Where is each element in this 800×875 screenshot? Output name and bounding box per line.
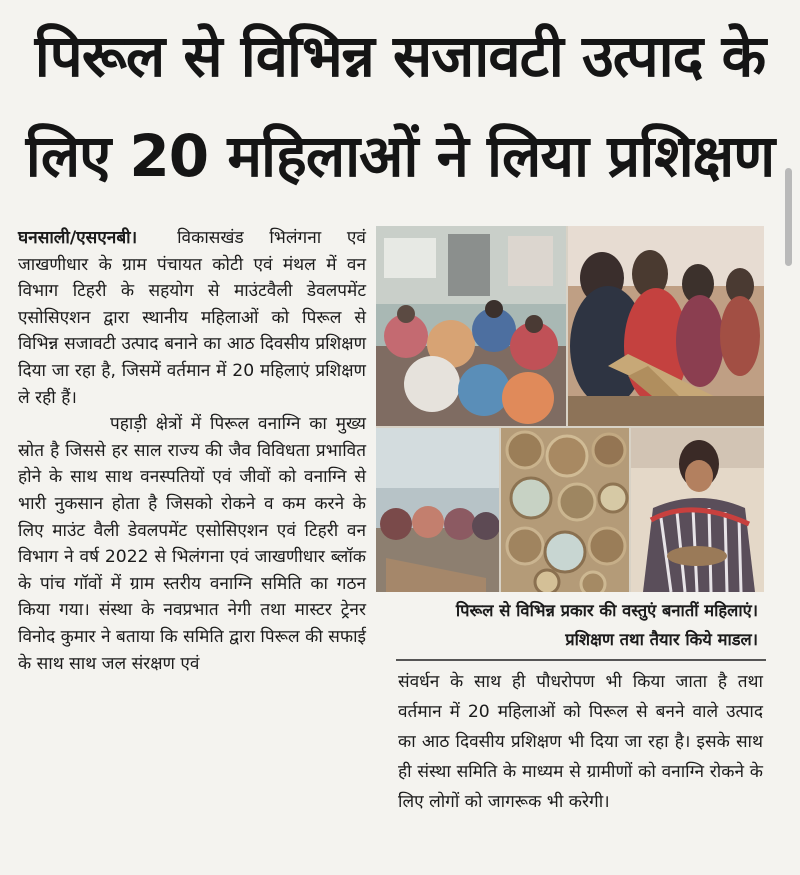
caption-line-1: पिरूल से विभिन्न प्रकार की वस्तुएं बनातीं महिलाएं। bbox=[455, 601, 758, 620]
article-right-column bbox=[398, 667, 763, 817]
woman-crafting-photo bbox=[631, 428, 764, 592]
photo-collage bbox=[376, 226, 764, 592]
article-paragraph-3: संवर्धन के साथ ही पौधरोपण भी किया जाता है तथा वर्तमान में 20 महिलाओं को पिरूल से बनने वाले उत्पाद का आठ दिवसीय प्रशिक्षण भी दिया जा रहा है। इसके साथ ही संस्था समिति के माध्यम से ग्रामीणों को वनाग्नि रोकने के लिए लोगों को जागरूक भी करेगी। bbox=[398, 672, 763, 812]
article-left-column bbox=[18, 225, 366, 677]
caption-line-2: प्रशिक्षण तथा तैयार किये माडल। bbox=[565, 630, 758, 649]
scrollbar[interactable] bbox=[785, 168, 792, 266]
finished-baskets-photo bbox=[501, 428, 629, 592]
headline-line-1: पिरूल से विभिन्न सजावटी उत्पाद के bbox=[34, 22, 766, 90]
paragraph-1-text: विकासखंड भिलंगना एवं जाखणीधार के ग्राम पंचायत कोटी एवं मंथल में वन विभाग टिहरी के सहयोग से माउंटवैली डेवलपमेंट एसोसिएशन द्वारा स्थानीय महिलाओं को पिरूल से विभिन्न सजावटी उत्पाद बनाने का आठ दिवसीय प्रशिक्षण दिया जा रहा है, जिसमें वर्तमान में 20 महिलाएं प्रशिक्षण ले रही हैं। bbox=[18, 228, 366, 408]
article-paragraph-1 bbox=[18, 225, 366, 411]
column-divider bbox=[396, 659, 766, 661]
training-hall-photo bbox=[376, 226, 566, 426]
headline-line-2: लिए 20 महिलाओं ने लिया प्रशिक्षण bbox=[25, 122, 775, 190]
dateline: घनसाली/एसएनबी। bbox=[18, 228, 138, 248]
article-paragraph-2: पहाड़ी क्षेत्रों में पिरूल वनाग्नि का मुख्य स्रोत है जिससे हर साल राज्य की जैव विविधता प्रभावित होने के साथ साथ वनस्पतियों एवं जीवों को वनाग्नि से भारी नुकसान होता है जिसको रोकने व कम करने के लिए माउंट वैली डेवलपमेंट एसोसिएशन एवं टिहरी वन विभाग ने वर्ष 2022 से भिलंगना एवं जाखणीधार ब्लॉक के पांच गॉवों में ग्राम स्तरीय वनाग्नि समिति का गठन किया गया। संस्था के नवप्रभात नेगी तथा मास्टर ट्रेनर विनोद कुमार ने बताया कि समिति द्वारा पिरूल की सफाई के साथ साथ जल संरक्षण एवं bbox=[18, 414, 366, 674]
women-weaving-photo bbox=[568, 226, 764, 426]
headline bbox=[20, 6, 780, 206]
seated-group-photo bbox=[376, 428, 499, 592]
photo-caption bbox=[378, 596, 758, 654]
